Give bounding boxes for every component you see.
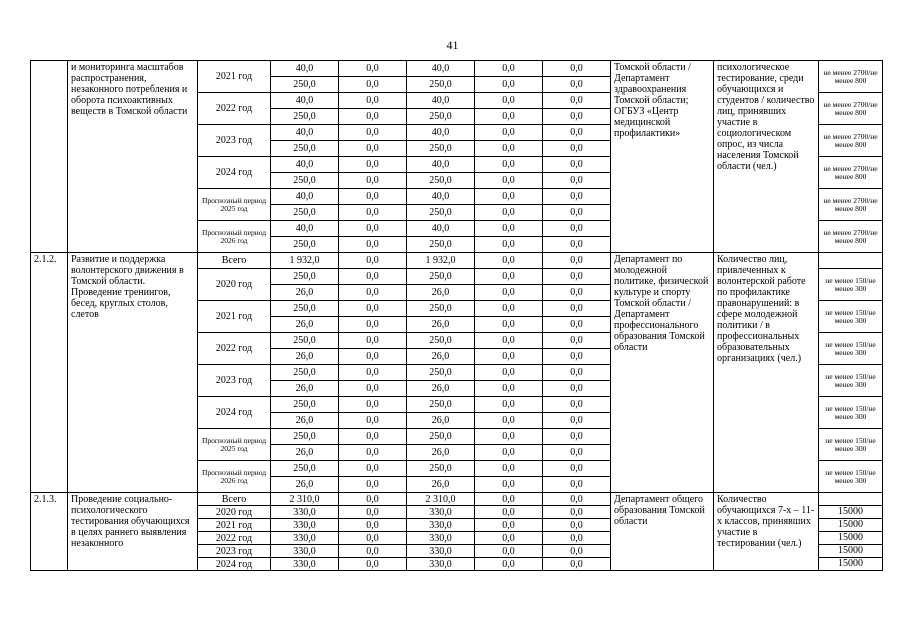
value-cell: 250,0 <box>407 397 475 413</box>
year-cell: 2023 год <box>198 365 271 397</box>
value-cell: 0,0 <box>543 381 611 397</box>
value-cell: 0,0 <box>339 365 407 381</box>
value-cell: 26,0 <box>407 285 475 301</box>
value-cell: 26,0 <box>271 477 339 493</box>
value-cell: 0,0 <box>475 365 543 381</box>
year-cell: 2023 год <box>198 545 271 558</box>
value-cell: 0,0 <box>543 77 611 93</box>
value-cell: 250,0 <box>271 109 339 125</box>
value-cell: 2 310,0 <box>271 493 339 506</box>
value-cell: 0,0 <box>339 253 407 269</box>
target-cell: 15000 <box>819 506 883 519</box>
indicator-cell: Количество лиц, привлеченных к волонтерской работе по профилактике правонарушений: в сфере молодежной политики / в профессиональных образовательных организациях (чел.) <box>714 253 819 493</box>
value-cell: 0,0 <box>339 397 407 413</box>
year-row <box>31 61 883 77</box>
value-cell: 0,0 <box>339 237 407 253</box>
value-cell: 40,0 <box>407 157 475 173</box>
value-cell: 0,0 <box>339 141 407 157</box>
value-cell: 0,0 <box>543 269 611 285</box>
value-cell: 250,0 <box>271 173 339 189</box>
value-cell: 330,0 <box>271 545 339 558</box>
responsible-cell: Томской области / Департамент здравоохранения Томской области; ОГБУЗ «Центр медицинской профилактики» <box>611 61 714 253</box>
target-cell: 15000 <box>819 545 883 558</box>
value-cell: 0,0 <box>543 173 611 189</box>
value-cell: 0,0 <box>475 189 543 205</box>
value-cell: 0,0 <box>339 77 407 93</box>
target-cell: не менее 2700/не менее 800 <box>819 125 883 157</box>
value-cell: 0,0 <box>475 461 543 477</box>
value-cell: 0,0 <box>543 349 611 365</box>
year-cell: Прогнозный период 2026 год <box>198 221 271 253</box>
value-cell: 250,0 <box>407 365 475 381</box>
value-cell: 26,0 <box>271 349 339 365</box>
value-cell: 0,0 <box>543 285 611 301</box>
year-cell: 2020 год <box>198 269 271 301</box>
value-cell: 0,0 <box>339 93 407 109</box>
value-cell: 0,0 <box>475 221 543 237</box>
value-cell: 330,0 <box>407 545 475 558</box>
value-cell: 250,0 <box>407 237 475 253</box>
code-cell: 2.1.2. <box>31 253 68 493</box>
value-cell: 26,0 <box>271 285 339 301</box>
value-cell: 0,0 <box>475 477 543 493</box>
value-cell: 250,0 <box>271 141 339 157</box>
value-cell: 0,0 <box>543 493 611 506</box>
value-cell: 0,0 <box>543 157 611 173</box>
value-cell: 0,0 <box>543 445 611 461</box>
target-cell: не менее 150/не менее 300 <box>819 333 883 365</box>
year-cell: 2021 год <box>198 61 271 93</box>
year-cell: 2022 год <box>198 333 271 365</box>
value-cell: 250,0 <box>407 109 475 125</box>
target-cell: не менее 150/не менее 300 <box>819 397 883 429</box>
value-cell: 330,0 <box>271 558 339 571</box>
target-cell: не менее 2700/не менее 800 <box>819 189 883 221</box>
value-cell: 250,0 <box>407 461 475 477</box>
description-cell: Развитие и поддержка волонтерского движения в Томской области. Проведение тренингов, бесед, круглых столов, слетов <box>68 253 198 493</box>
value-cell: 0,0 <box>543 221 611 237</box>
value-cell: 26,0 <box>407 413 475 429</box>
target-cell: не менее 2700/не менее 800 <box>819 157 883 189</box>
value-cell: 1 932,0 <box>407 253 475 269</box>
value-cell: 250,0 <box>271 269 339 285</box>
target-cell: не менее 150/не менее 300 <box>819 365 883 397</box>
value-cell: 0,0 <box>475 445 543 461</box>
value-cell: 0,0 <box>543 189 611 205</box>
responsible-cell: Департамент по молодежной политике, физической культуре и спорту Томской области / Департамент профессионального образования Томской области <box>611 253 714 493</box>
value-cell: 0,0 <box>339 413 407 429</box>
value-cell: 0,0 <box>339 301 407 317</box>
value-cell: 0,0 <box>339 493 407 506</box>
value-cell: 0,0 <box>475 237 543 253</box>
value-cell: 250,0 <box>271 461 339 477</box>
value-cell: 0,0 <box>543 545 611 558</box>
target-cell <box>819 253 883 269</box>
value-cell: 0,0 <box>543 429 611 445</box>
description-cell: Проведение социально-психологического тестирования обучающихся в целях раннего выявления незаконного <box>68 493 198 571</box>
value-cell: 250,0 <box>271 205 339 221</box>
value-cell: 0,0 <box>339 532 407 545</box>
value-cell: 26,0 <box>407 349 475 365</box>
total-row <box>31 253 883 269</box>
value-cell: 0,0 <box>543 506 611 519</box>
year-cell: 2023 год <box>198 125 271 157</box>
target-cell: не менее 150/не менее 300 <box>819 461 883 493</box>
value-cell: 0,0 <box>543 253 611 269</box>
value-cell: 0,0 <box>543 397 611 413</box>
value-cell: 250,0 <box>407 269 475 285</box>
value-cell: 0,0 <box>543 365 611 381</box>
code-cell: 2.1.3. <box>31 493 68 571</box>
value-cell: 0,0 <box>543 413 611 429</box>
value-cell: 26,0 <box>407 477 475 493</box>
year-cell: 2024 год <box>198 157 271 189</box>
value-cell: 0,0 <box>543 141 611 157</box>
value-cell: 330,0 <box>271 532 339 545</box>
value-cell: 0,0 <box>339 205 407 221</box>
value-cell: 0,0 <box>475 77 543 93</box>
target-cell: 15000 <box>819 558 883 571</box>
value-cell: 0,0 <box>339 333 407 349</box>
value-cell: 0,0 <box>339 558 407 571</box>
value-cell: 0,0 <box>543 125 611 141</box>
value-cell: 0,0 <box>475 125 543 141</box>
value-cell: 250,0 <box>407 173 475 189</box>
value-cell: 0,0 <box>543 61 611 77</box>
year-cell: Всего <box>198 253 271 269</box>
value-cell: 0,0 <box>475 429 543 445</box>
value-cell: 0,0 <box>543 237 611 253</box>
value-cell: 0,0 <box>543 477 611 493</box>
value-cell: 0,0 <box>475 317 543 333</box>
responsible-cell: Департамент общего образования Томской области <box>611 493 714 571</box>
value-cell: 40,0 <box>407 61 475 77</box>
page-number: 41 <box>446 38 459 52</box>
value-cell: 330,0 <box>407 558 475 571</box>
value-cell: 26,0 <box>271 381 339 397</box>
value-cell: 0,0 <box>475 506 543 519</box>
value-cell: 250,0 <box>271 429 339 445</box>
value-cell: 26,0 <box>407 381 475 397</box>
value-cell: 0,0 <box>475 493 543 506</box>
value-cell: 0,0 <box>475 285 543 301</box>
value-cell: 0,0 <box>475 253 543 269</box>
value-cell: 0,0 <box>339 317 407 333</box>
value-cell: 0,0 <box>475 381 543 397</box>
value-cell: 0,0 <box>339 506 407 519</box>
value-cell: 0,0 <box>475 205 543 221</box>
year-cell: 2022 год <box>198 532 271 545</box>
year-cell: 2024 год <box>198 397 271 429</box>
year-cell: 2024 год <box>198 558 271 571</box>
value-cell: 0,0 <box>543 109 611 125</box>
value-cell: 250,0 <box>407 141 475 157</box>
year-cell: 2022 год <box>198 93 271 125</box>
value-cell: 0,0 <box>475 93 543 109</box>
description-cell: и мониторинга масштабов распространения, незаконного потребления и оборота психоактивных веществ в Томской области <box>68 61 198 253</box>
value-cell: 0,0 <box>339 173 407 189</box>
value-cell: 0,0 <box>339 349 407 365</box>
value-cell: 330,0 <box>407 506 475 519</box>
indicator-cell: психологическое тестирование, среди обучающихся и студентов / количество лиц, принявших участие в социологическом опрос, из числа населения Томской области (чел.) <box>714 61 819 253</box>
value-cell: 0,0 <box>339 519 407 532</box>
value-cell: 250,0 <box>271 333 339 349</box>
value-cell: 250,0 <box>271 301 339 317</box>
value-cell: 1 932,0 <box>271 253 339 269</box>
target-cell: 15000 <box>819 519 883 532</box>
value-cell: 0,0 <box>475 109 543 125</box>
value-cell: 26,0 <box>271 445 339 461</box>
target-cell: 15000 <box>819 532 883 545</box>
value-cell: 40,0 <box>407 125 475 141</box>
value-cell: 330,0 <box>407 519 475 532</box>
value-cell: 26,0 <box>271 317 339 333</box>
year-cell: Прогнозный период 2025 год <box>198 429 271 461</box>
value-cell: 250,0 <box>407 205 475 221</box>
value-cell: 250,0 <box>407 301 475 317</box>
value-cell: 250,0 <box>271 365 339 381</box>
value-cell: 40,0 <box>271 93 339 109</box>
value-cell: 250,0 <box>407 429 475 445</box>
value-cell: 26,0 <box>271 413 339 429</box>
value-cell: 250,0 <box>407 333 475 349</box>
value-cell: 250,0 <box>271 397 339 413</box>
value-cell: 250,0 <box>407 77 475 93</box>
indicator-cell: Количество обучающихся 7-х – 11-х классов, принявших участие в тестировании (чел.) <box>714 493 819 571</box>
target-cell <box>819 493 883 506</box>
value-cell: 250,0 <box>271 237 339 253</box>
value-cell: 330,0 <box>407 532 475 545</box>
year-cell: 2021 год <box>198 301 271 333</box>
budget-table <box>30 60 883 571</box>
value-cell: 250,0 <box>271 77 339 93</box>
value-cell: 26,0 <box>407 317 475 333</box>
value-cell: 0,0 <box>339 381 407 397</box>
value-cell: 0,0 <box>475 61 543 77</box>
value-cell: 0,0 <box>543 333 611 349</box>
value-cell: 0,0 <box>339 125 407 141</box>
year-cell: 2021 год <box>198 519 271 532</box>
value-cell: 0,0 <box>475 397 543 413</box>
value-cell: 0,0 <box>543 519 611 532</box>
value-cell: 0,0 <box>339 269 407 285</box>
value-cell: 0,0 <box>339 477 407 493</box>
target-cell: не менее 150/не менее 300 <box>819 429 883 461</box>
year-cell: 2020 год <box>198 506 271 519</box>
code-cell <box>31 61 68 253</box>
value-cell: 0,0 <box>475 301 543 317</box>
value-cell: 0,0 <box>339 221 407 237</box>
value-cell: 40,0 <box>271 157 339 173</box>
value-cell: 0,0 <box>475 173 543 189</box>
value-cell: 0,0 <box>543 532 611 545</box>
value-cell: 40,0 <box>407 93 475 109</box>
value-cell: 0,0 <box>543 93 611 109</box>
value-cell: 40,0 <box>271 61 339 77</box>
value-cell: 0,0 <box>339 61 407 77</box>
value-cell: 0,0 <box>543 461 611 477</box>
target-cell: не менее 2700/не менее 800 <box>819 221 883 253</box>
value-cell: 0,0 <box>543 301 611 317</box>
value-cell: 0,0 <box>543 205 611 221</box>
value-cell: 0,0 <box>475 333 543 349</box>
target-cell: не менее 2700/не менее 800 <box>819 61 883 93</box>
value-cell: 26,0 <box>407 445 475 461</box>
value-cell: 0,0 <box>475 545 543 558</box>
value-cell: 0,0 <box>339 445 407 461</box>
value-cell: 0,0 <box>475 558 543 571</box>
value-cell: 0,0 <box>543 558 611 571</box>
value-cell: 40,0 <box>271 221 339 237</box>
target-cell: не менее 150/не менее 300 <box>819 301 883 333</box>
value-cell: 40,0 <box>271 189 339 205</box>
year-cell: Прогнозный период 2026 год <box>198 461 271 493</box>
value-cell: 0,0 <box>475 519 543 532</box>
value-cell: 330,0 <box>271 519 339 532</box>
value-cell: 0,0 <box>339 109 407 125</box>
value-cell: 40,0 <box>407 189 475 205</box>
value-cell: 0,0 <box>339 461 407 477</box>
value-cell: 0,0 <box>339 545 407 558</box>
value-cell: 330,0 <box>271 506 339 519</box>
value-cell: 0,0 <box>475 269 543 285</box>
value-cell: 0,0 <box>475 141 543 157</box>
value-cell: 0,0 <box>475 157 543 173</box>
value-cell: 0,0 <box>339 189 407 205</box>
value-cell: 0,0 <box>475 349 543 365</box>
year-row <box>31 493 883 506</box>
value-cell: 0,0 <box>543 317 611 333</box>
target-cell: не менее 2700/не менее 800 <box>819 93 883 125</box>
value-cell: 40,0 <box>271 125 339 141</box>
value-cell: 40,0 <box>407 221 475 237</box>
value-cell: 0,0 <box>475 532 543 545</box>
year-cell: Прогнозный период 2025 год <box>198 189 271 221</box>
value-cell: 0,0 <box>339 285 407 301</box>
year-cell: Всего <box>198 493 271 506</box>
target-cell: не менее 150/не менее 300 <box>819 269 883 301</box>
value-cell: 2 310,0 <box>407 493 475 506</box>
value-cell: 0,0 <box>339 429 407 445</box>
value-cell: 0,0 <box>339 157 407 173</box>
value-cell: 0,0 <box>475 413 543 429</box>
